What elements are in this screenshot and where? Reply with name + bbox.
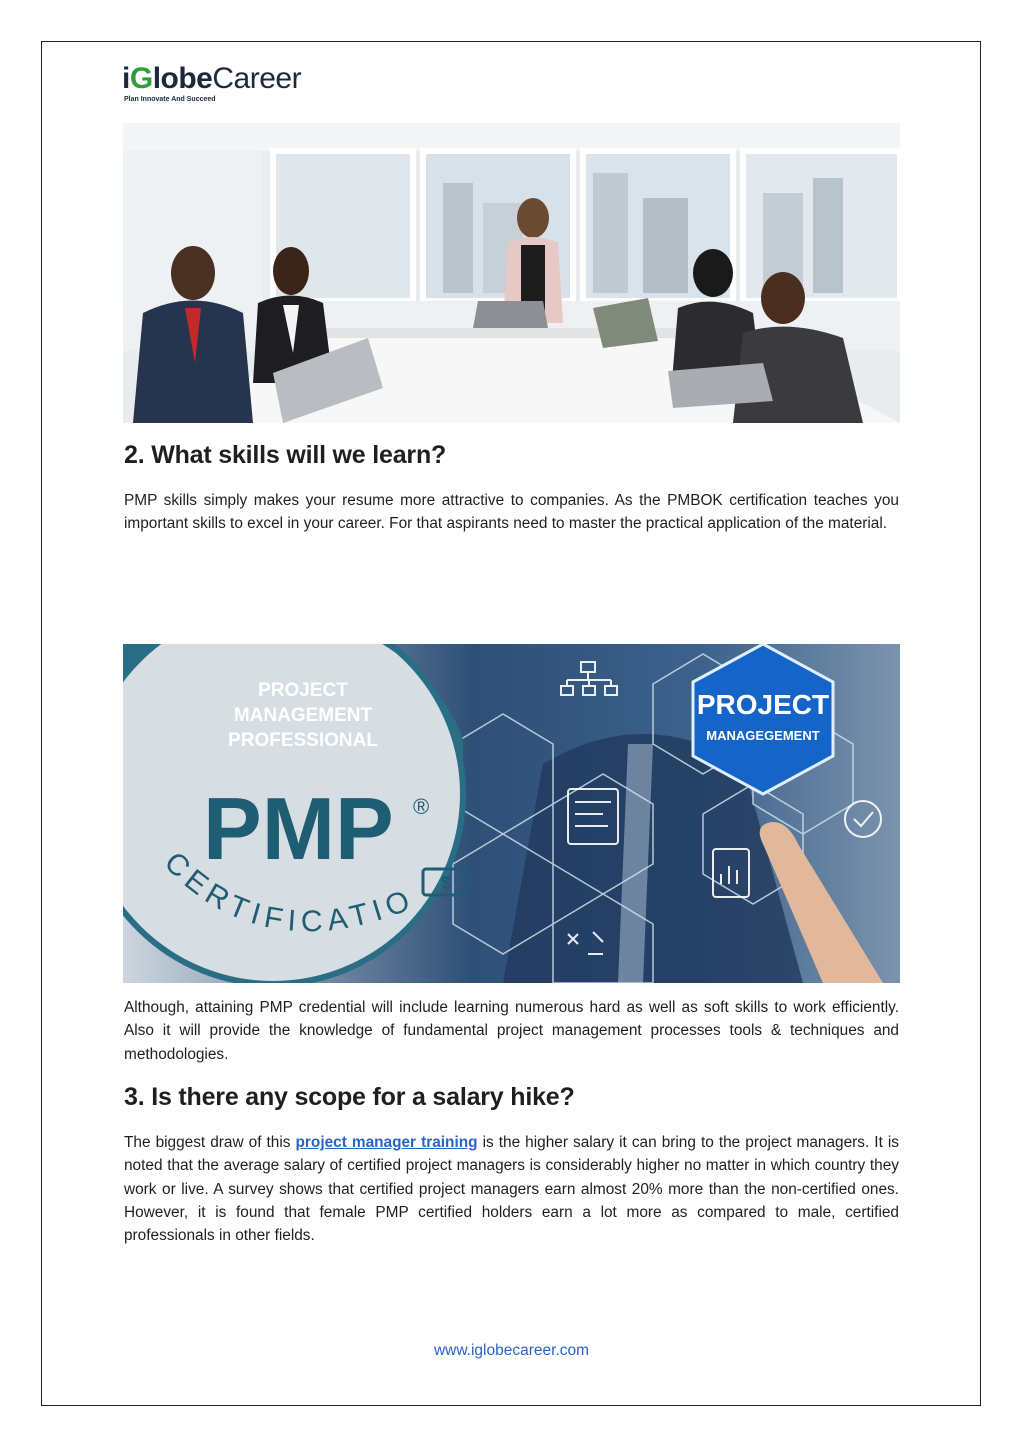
section-3-paragraph bbox=[124, 1131, 899, 1247]
section-2-paragraph: PMP skills simply makes your resume more attractive to companies. As the PMBOK certification teaches you important skills to excel in your career. For that aspirants need to master the practical application of the material. bbox=[124, 492, 899, 533]
pmp-certification-graphic bbox=[123, 644, 900, 983]
section-2-heading: 2. What skills will we learn? bbox=[124, 441, 447, 469]
hex-management-text: MANAGEGEMENT bbox=[706, 728, 820, 743]
badge-certification-text: CERTIFICATIO bbox=[157, 845, 420, 939]
logo-tagline: Plan Innovate And Succeed bbox=[124, 96, 216, 103]
section-3-heading: 3. Is there any scope for a salary hike? bbox=[124, 1083, 575, 1111]
logo-i: i bbox=[122, 62, 130, 95]
logo-wordmark bbox=[122, 62, 301, 96]
project-manager-training-link[interactable]: project manager training bbox=[295, 1134, 478, 1151]
badge-pmp: PMP bbox=[203, 779, 394, 878]
logo-g: G bbox=[129, 62, 153, 95]
badge-line2: MANAGEMENT bbox=[233, 705, 373, 726]
badge-registered: ® bbox=[413, 794, 430, 819]
pmp-graphic-illustration bbox=[123, 644, 900, 983]
after-image-paragraph: Although, attaining PMP credential will include learning numerous hard as well as soft skills to work efficiently. Also it will provide the knowledge of fundamental project management processes tools & techniques and methodologies. bbox=[124, 999, 899, 1063]
meeting-photo-illustration bbox=[123, 123, 900, 423]
badge-line3: PROFESSIONAL bbox=[228, 730, 378, 751]
logo-lobe: lobe bbox=[152, 62, 213, 95]
section-3-text-before-link: The biggest draw of this bbox=[124, 1134, 296, 1151]
iglobe-career-logo[interactable] bbox=[122, 62, 322, 110]
badge-line1: PROJECT bbox=[258, 680, 348, 701]
footer-url[interactable]: www.iglobecareer.com bbox=[433, 1342, 590, 1359]
section-3-text-after-link: is the higher salary it can bring to the project managers. It is noted that the average salary of certified project managers is considerably higher no matter in which country they work or live. A survey shows that certified project managers earn almost 20% more than the non-certified ones. However, it is found that female PMP certified holders earn a lot more as compared to male, certified professionals in other fields. bbox=[124, 1134, 899, 1245]
hex-project-text: PROJECT bbox=[696, 689, 830, 720]
meeting-photo bbox=[123, 123, 900, 423]
logo-career: Career bbox=[212, 62, 302, 95]
dollar-icon: $ bbox=[440, 873, 452, 893]
